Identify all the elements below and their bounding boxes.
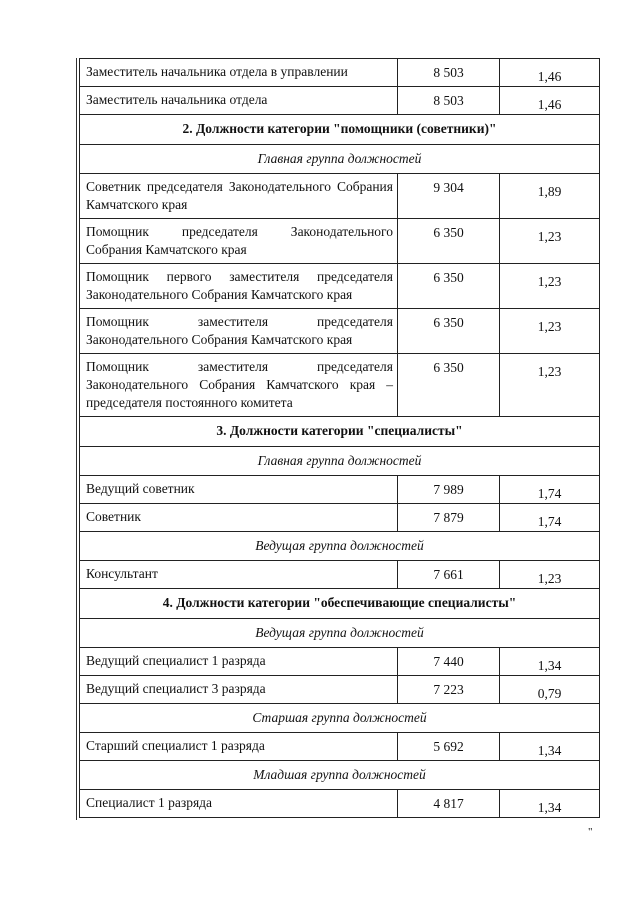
closing-quote-mark: " — [588, 826, 593, 838]
group-heading-row — [80, 761, 600, 790]
salary-cell: 7 661 — [398, 561, 500, 589]
position-name-cell: Ведущий специалист 3 разряда — [80, 676, 398, 704]
coefficient-cell: 1,46 — [500, 87, 600, 115]
group-heading: Ведущая группа должностей — [80, 619, 600, 648]
coefficient-cell: 1,23 — [500, 219, 600, 264]
position-name-cell: Помощник заместителя председателя Законодательного Собрания Камчатского края — [80, 309, 398, 354]
coefficient-cell: 1,23 — [500, 354, 600, 417]
salary-cell: 5 692 — [398, 733, 500, 761]
table-row — [80, 561, 600, 589]
salary-cell: 6 350 — [398, 309, 500, 354]
salary-cell: 6 350 — [398, 264, 500, 309]
salary-table-body — [80, 59, 600, 818]
table-row — [80, 790, 600, 818]
group-heading: Младшая группа должностей — [80, 761, 600, 790]
section-heading-row — [80, 417, 600, 447]
coefficient-cell: 1,23 — [500, 561, 600, 589]
table-left-border — [76, 58, 77, 820]
position-name-cell: Помощник заместителя председателя Законодательного Собрания Камчатского края – председателя постоянного комитета — [80, 354, 398, 417]
coefficient-cell: 1,74 — [500, 476, 600, 504]
table-row — [80, 648, 600, 676]
salary-cell: 6 350 — [398, 354, 500, 417]
table-row — [80, 354, 600, 417]
position-name-cell: Заместитель начальника отдела в управлении — [80, 59, 398, 87]
salary-cell: 8 503 — [398, 59, 500, 87]
group-heading: Главная группа должностей — [80, 447, 600, 476]
section-heading-row — [80, 115, 600, 145]
coefficient-cell: 1,46 — [500, 59, 600, 87]
salary-cell: 7 879 — [398, 504, 500, 532]
coefficient-cell: 1,34 — [500, 733, 600, 761]
position-name-cell: Помощник председателя Законодательного Собрания Камчатского края — [80, 219, 398, 264]
group-heading: Старшая группа должностей — [80, 704, 600, 733]
position-name-cell: Заместитель начальника отдела — [80, 87, 398, 115]
position-name-cell: Ведущий специалист 1 разряда — [80, 648, 398, 676]
section-heading: 4. Должности категории "обеспечивающие специалисты" — [80, 589, 600, 619]
salary-cell: 7 223 — [398, 676, 500, 704]
position-name-cell: Старший специалист 1 разряда — [80, 733, 398, 761]
position-name-cell: Помощник первого заместителя председателя Законодательного Собрания Камчатского края — [80, 264, 398, 309]
salary-cell: 7 989 — [398, 476, 500, 504]
coefficient-cell: 0,79 — [500, 676, 600, 704]
group-heading-row — [80, 532, 600, 561]
salary-table — [79, 58, 600, 818]
group-heading: Ведущая группа должностей — [80, 532, 600, 561]
table-row — [80, 59, 600, 87]
section-heading: 2. Должности категории "помощники (советники)" — [80, 115, 600, 145]
coefficient-cell: 1,34 — [500, 790, 600, 818]
position-name-cell: Ведущий советник — [80, 476, 398, 504]
coefficient-cell: 1,23 — [500, 309, 600, 354]
coefficient-cell: 1,89 — [500, 174, 600, 219]
position-name-cell: Специалист 1 разряда — [80, 790, 398, 818]
group-heading: Главная группа должностей — [80, 145, 600, 174]
group-heading-row — [80, 447, 600, 476]
group-heading-row — [80, 619, 600, 648]
table-row — [80, 264, 600, 309]
table-row — [80, 733, 600, 761]
position-name-cell: Советник — [80, 504, 398, 532]
group-heading-row — [80, 145, 600, 174]
position-name-cell: Советник председателя Законодательного Собрания Камчатского края — [80, 174, 398, 219]
table-row — [80, 174, 600, 219]
table-row — [80, 504, 600, 532]
table-row — [80, 219, 600, 264]
salary-cell: 8 503 — [398, 87, 500, 115]
group-heading-row — [80, 704, 600, 733]
salary-cell: 7 440 — [398, 648, 500, 676]
section-heading: 3. Должности категории "специалисты" — [80, 417, 600, 447]
coefficient-cell: 1,23 — [500, 264, 600, 309]
table-row — [80, 87, 600, 115]
coefficient-cell: 1,34 — [500, 648, 600, 676]
coefficient-cell: 1,74 — [500, 504, 600, 532]
table-row — [80, 476, 600, 504]
table-row — [80, 676, 600, 704]
salary-cell: 4 817 — [398, 790, 500, 818]
section-heading-row — [80, 589, 600, 619]
table-row — [80, 309, 600, 354]
position-name-cell: Консультант — [80, 561, 398, 589]
salary-cell: 6 350 — [398, 219, 500, 264]
salary-cell: 9 304 — [398, 174, 500, 219]
